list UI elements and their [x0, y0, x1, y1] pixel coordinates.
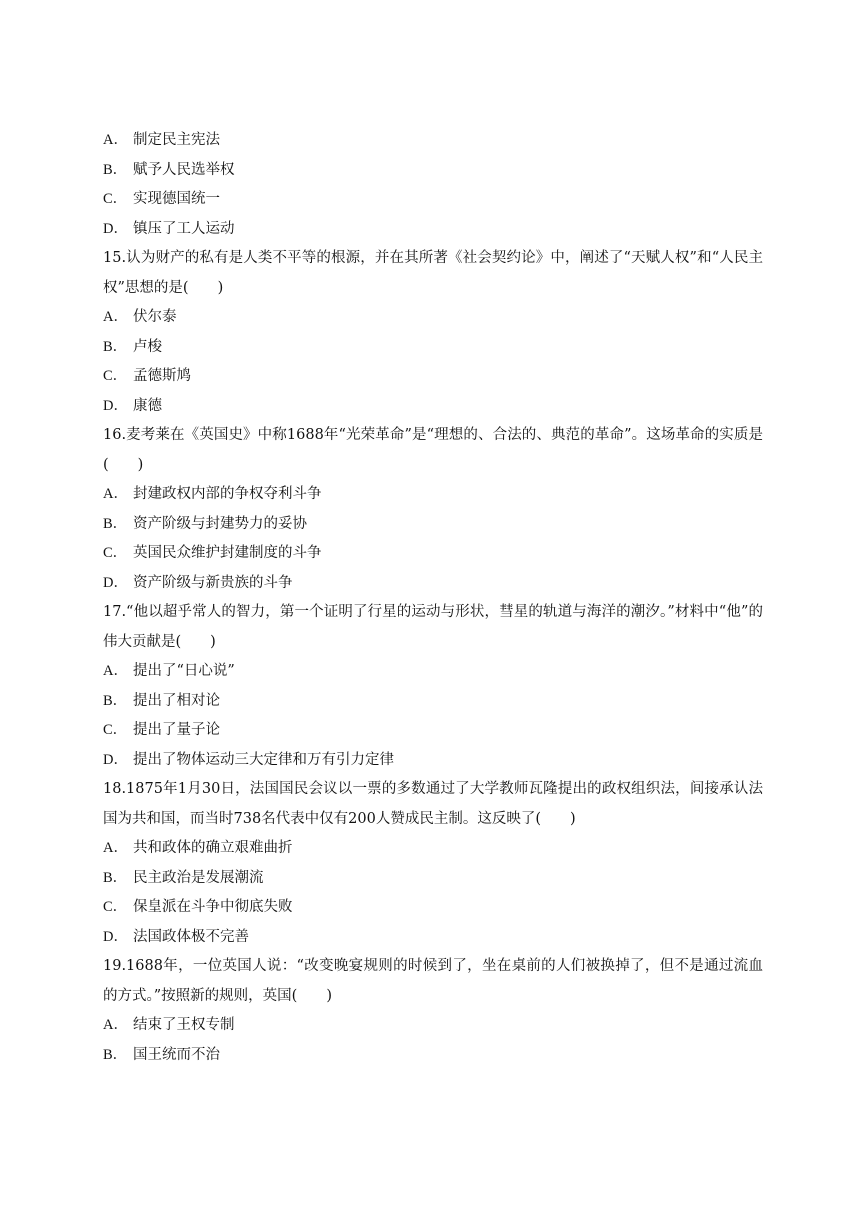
option-text: 结束了王权专制	[133, 1017, 235, 1033]
option-text: 资产阶级与新贵族的斗争	[133, 574, 293, 591]
question-17: 17.“他以超乎常人的智力，第一个证明了行星的运动与形状，彗星的轨道与海洋的潮汐。”材料中“他”的伟大贡献是( )	[103, 604, 763, 650]
option-letter: B．	[103, 692, 128, 709]
option-letter: D．	[103, 220, 128, 237]
document-content	[103, 126, 763, 1070]
question-19: 19.1688年，一位英国人说：“改变晚宴规则的时候到了，坐在桌前的人们被换掉了，但不是通过流血的方式。”按照新的规则，英国( )	[103, 958, 763, 1004]
option-letter: A．	[103, 309, 128, 325]
option-14-b	[103, 156, 763, 186]
option-14-d	[103, 215, 763, 245]
option-text: 法国政体极不完善	[133, 928, 249, 945]
option-letter: A．	[103, 486, 128, 502]
option-18-a	[103, 834, 763, 864]
option-16-b	[103, 510, 763, 540]
option-text: 国王统而不治	[133, 1046, 220, 1063]
option-19-b	[103, 1041, 763, 1071]
option-15-b	[103, 333, 763, 363]
option-text: 封建政权内部的争权夺利斗争	[133, 486, 322, 502]
option-letter: B．	[103, 1046, 128, 1063]
option-18-c	[103, 893, 763, 923]
option-letter: C．	[103, 191, 128, 207]
option-letter: C．	[103, 722, 128, 738]
option-letter: D．	[103, 751, 128, 768]
option-15-d	[103, 392, 763, 422]
option-16-c	[103, 539, 763, 569]
option-16-a	[103, 480, 763, 510]
option-18-b	[103, 864, 763, 894]
option-letter: B．	[103, 161, 128, 178]
option-text: 民主政治是发展潮流	[133, 869, 264, 886]
option-letter: B．	[103, 338, 128, 355]
option-14-a	[103, 126, 763, 156]
option-letter: B．	[103, 869, 128, 886]
option-letter: D．	[103, 574, 128, 591]
option-text: 英国民众维护封建制度的斗争	[133, 545, 322, 561]
option-18-d	[103, 923, 763, 953]
question-16: 16.麦考莱在《英国史》中称1688年“光荣革命”是“理想的、合法的、典范的革命”。这场革命的实质是( )	[103, 427, 763, 473]
option-letter: A．	[103, 663, 128, 679]
option-text: 共和政体的确立艰难曲折	[133, 840, 293, 856]
option-letter: A．	[103, 1017, 128, 1033]
option-17-a	[103, 657, 763, 687]
option-letter: C．	[103, 368, 128, 384]
option-15-c	[103, 362, 763, 392]
option-16-d	[103, 569, 763, 599]
option-letter: B．	[103, 515, 128, 532]
option-15-a	[103, 303, 763, 333]
option-letter: A．	[103, 840, 128, 856]
option-text: 伏尔泰	[133, 309, 177, 325]
option-text: 提出了物体运动三大定律和万有引力定律	[133, 751, 394, 768]
option-text: 实现德国统一	[133, 191, 220, 207]
option-letter: C．	[103, 899, 128, 915]
option-text: 提出了“日心说”	[133, 663, 235, 679]
option-text: 康德	[133, 397, 162, 414]
option-text: 孟德斯鸠	[133, 368, 191, 384]
option-text: 资产阶级与封建势力的妥协	[133, 515, 307, 532]
option-letter: D．	[103, 397, 128, 414]
option-17-b	[103, 687, 763, 717]
option-14-c	[103, 185, 763, 215]
option-letter: A．	[103, 132, 128, 148]
question-18: 18.1875年1月30日，法国国民会议以一票的多数通过了大学教师瓦隆提出的政权组织法，间接承认法国为共和国，而当时738名代表中仅有200人赞成民主制。这反映了( )	[103, 781, 763, 827]
option-text: 卢梭	[133, 338, 162, 355]
option-text: 镇压了工人运动	[133, 220, 235, 237]
option-text: 保皇派在斗争中彻底失败	[133, 899, 293, 915]
option-letter: D．	[103, 928, 128, 945]
option-text: 提出了量子论	[133, 722, 220, 738]
option-19-a	[103, 1011, 763, 1041]
option-17-d	[103, 746, 763, 776]
option-17-c	[103, 716, 763, 746]
option-text: 制定民主宪法	[133, 132, 220, 148]
option-letter: C．	[103, 545, 128, 561]
question-15: 15.认为财产的私有是人类不平等的根源，并在其所著《社会契约论》中，阐述了“天赋人权”和“人民主权”思想的是( )	[103, 250, 763, 296]
option-text: 赋予人民选举权	[133, 161, 235, 178]
option-text: 提出了相对论	[133, 692, 220, 709]
